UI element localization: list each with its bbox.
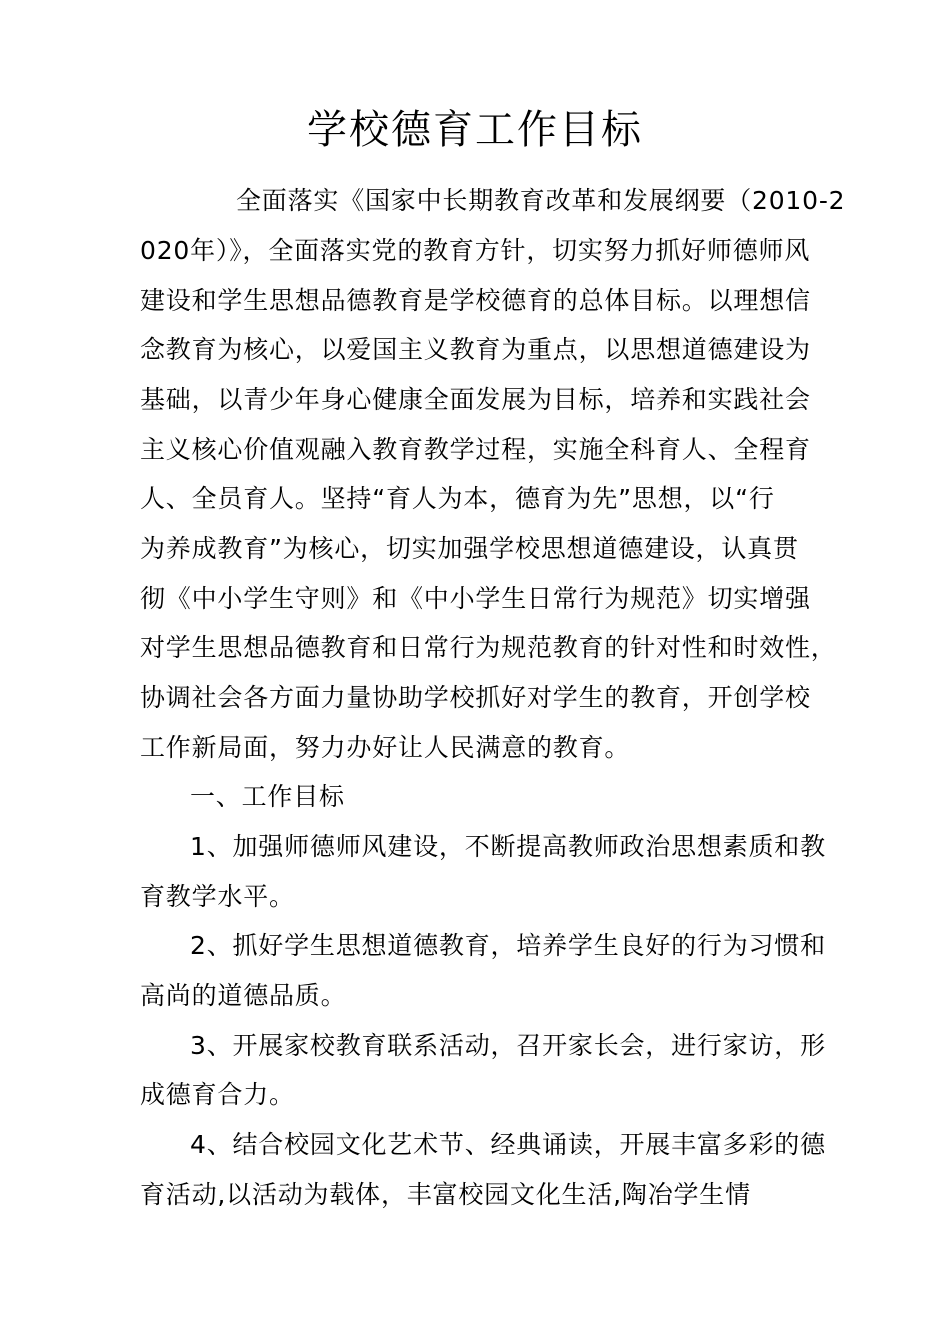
goal-line: 育教学水平。 — [140, 882, 295, 911]
intro-line: 念教育为核心，以爱国主义教育为重点，以思想道德建设为 — [140, 335, 811, 364]
intro-line: 全面落实《国家中长期教育改革和发展纲要（2010-2 — [236, 186, 846, 215]
intro-line: 020年）》，全面落实党的教育方针，切实努力抓好师德师风 — [140, 236, 811, 265]
page-title: 学校德育工作目标 — [307, 107, 643, 153]
intro-line: 主义核心价值观融入教育教学过程，实施全科育人、全程育 — [140, 435, 811, 464]
section-heading: 一、工作目标 — [190, 782, 345, 811]
intro-line: 人、全员育人。坚持“育人为本，德育为先”思想，以“行 — [140, 484, 775, 513]
goal-line: 3、开展家校教育联系活动，召开家长会，进行家访，形 — [190, 1031, 826, 1060]
goal-line: 高尚的道德品质。 — [140, 981, 347, 1010]
intro-line: 对学生思想品德教育和日常行为规范教育的针对性和时效性， — [140, 633, 837, 662]
goal-line: 2、抓好学生思想道德教育，培养学生良好的行为习惯和 — [190, 931, 826, 960]
intro-line: 协调社会各方面力量协助学校抓好对学生的教育，开创学校 — [140, 683, 811, 712]
intro-line: 工作新局面，努力办好让人民满意的教育。 — [140, 733, 631, 762]
goal-line: 成德育合力。 — [140, 1080, 295, 1109]
intro-line: 为养成教育”为核心，切实加强学校思想道德建设，认真贯 — [140, 534, 799, 563]
intro-line: 建设和学生思想品德教育是学校德育的总体目标。以理想信 — [140, 286, 811, 315]
goal-line: 4、结合校园文化艺术节、经典诵读，开展丰富多彩的德 — [190, 1130, 826, 1159]
intro-line: 基础，以青少年身心健康全面发展为目标，培养和实践社会 — [140, 385, 811, 414]
intro-line: 彻《中小学生守则》和《中小学生日常行为规范》切实增强 — [140, 584, 811, 613]
goal-line: 1、加强师德师风建设，不断提高教师政治思想素质和教 — [190, 832, 826, 861]
goal-line: 育活动,以活动为载体，丰富校园文化生活,陶冶学生情 — [140, 1180, 751, 1209]
